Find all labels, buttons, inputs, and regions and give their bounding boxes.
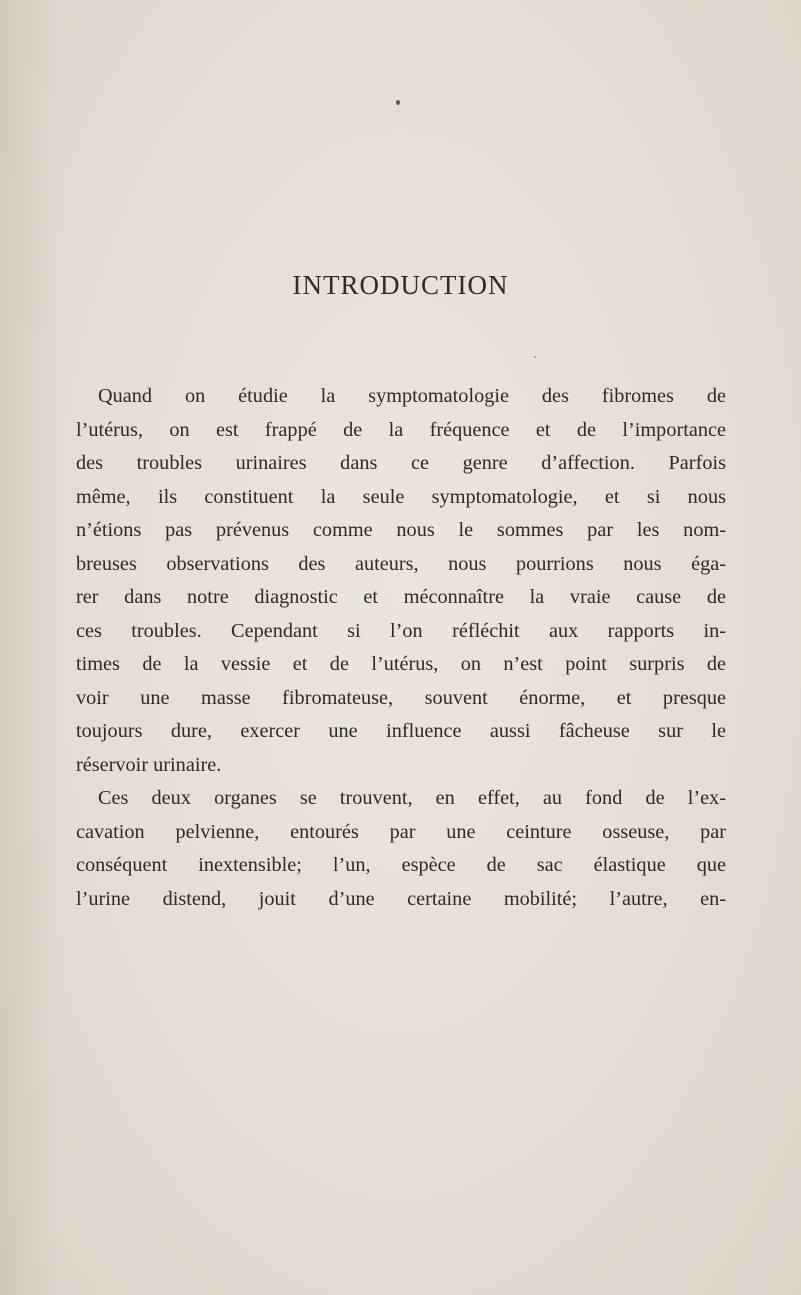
text-line: l’utérus, on est frappé de la fréquence et de l’importance [76,418,726,441]
text-line: toujours dure, exercer une influence aussi fâcheuse sur le [76,720,726,742]
page-edge-shadow [0,0,60,1295]
text-line: ces troubles. Cependant si l’on réfléchit aux rapports in- [76,619,726,642]
text-line: breuses observations des auteurs, nous pourrions nous éga- [76,552,726,575]
text-line: même, ils constituent la seule symptomatologie, et si nous [76,485,726,508]
text-line: conséquent inextensible; l’un, espèce de sac élastique que [76,854,726,876]
text-line: des troubles urinaires dans ce genre d’affection. Parfois [76,452,726,474]
body-paragraphs [76,380,726,916]
text-line: voir une masse fibromateuse, souvent énorme, et presque [76,686,726,709]
text-line: l’urine distend, jouit d’une certaine mobilité; l’autre, en- [76,887,726,910]
text-line: rer dans notre diagnostic et méconnaître la vraie cause de [76,586,726,608]
text-line: Ces deux organes se trouvent, en effet, au fond de l’ex- [98,787,726,809]
chapter-heading: INTRODUCTION [292,270,509,300]
text-line: n’étions pas prévenus comme nous le sommes par les nom- [76,519,726,541]
text-line: Quand on étudie la symptomatologie des fibromes de [98,385,726,407]
text-line: times de la vessie et de l’utérus, on n’est point surpris de [76,653,726,675]
text-line: réservoir urinaire. [76,753,222,776]
ink-speck [534,356,536,358]
text-line: cavation pelvienne, entourés par une ceinture osseuse, par [76,820,726,843]
ink-speck [396,100,400,105]
